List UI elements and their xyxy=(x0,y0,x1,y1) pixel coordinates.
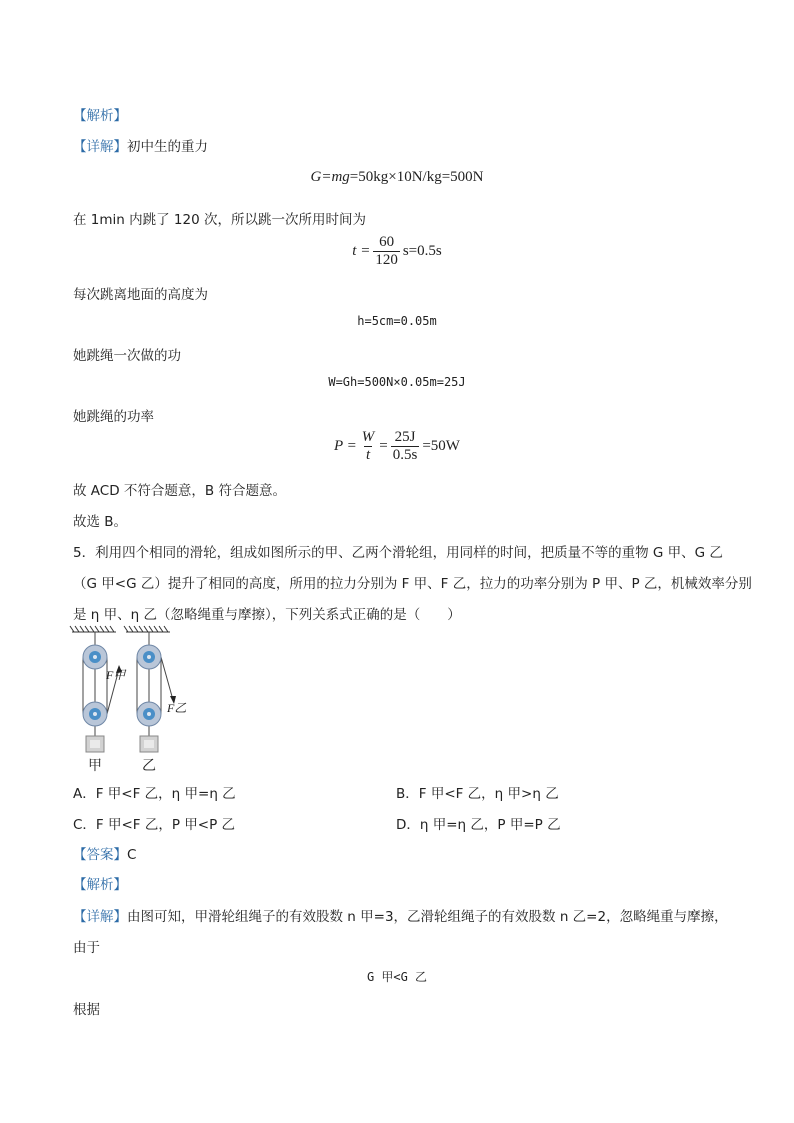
equation-height: h=5cm=0.05m xyxy=(357,314,437,328)
equation-g-compare: G 甲<G 乙 xyxy=(366,970,428,984)
power-den-1: t xyxy=(365,447,371,463)
q5-detail-line-2: 由于 xyxy=(73,940,100,956)
question-5-line-3: 是 η 甲、η 乙（忽略绳重与摩擦），下列关系式正确的是（ ） xyxy=(73,607,461,623)
time-fraction xyxy=(373,234,400,269)
q5-detail-label: 【详解】 xyxy=(73,909,127,925)
power-line: 她跳绳的功率 xyxy=(73,409,154,425)
equation-time xyxy=(0,234,794,269)
yi-force-label: F乙 xyxy=(167,701,187,715)
option-a: A．F 甲<F 乙，η 甲=η 乙 xyxy=(73,786,236,802)
power-num-2: 25J xyxy=(394,429,416,445)
question-5-line-2: （G 甲<G 乙）提升了相同的高度，所用的拉力分别为 F 甲、F 乙，拉力的功率分别为 P 甲、P 乙，机械效率分别 xyxy=(73,576,752,592)
gravity-lhs: G=mg xyxy=(310,169,350,185)
equation-gravity xyxy=(0,169,794,186)
answer-value: C xyxy=(127,847,137,863)
jia-force-label: F甲 xyxy=(106,668,126,682)
option-b: B．F 甲<F 乙，η 甲>η 乙 xyxy=(396,786,559,802)
equation-work: W=Gh=500N×0.05m=25J xyxy=(328,375,466,389)
power-num-1: W xyxy=(361,429,375,445)
pulley-figure xyxy=(66,624,186,774)
time-lhs: t = xyxy=(352,242,371,259)
time-numerator: 60 xyxy=(379,234,395,250)
jia-label: 甲 xyxy=(88,758,102,774)
power-rhs: =50W xyxy=(422,437,460,454)
conclusion-line: 故 ACD 不符合题意，B 符合题意。 xyxy=(73,483,286,499)
option-c: C．F 甲<F 乙，P 甲<P 乙 xyxy=(73,817,236,833)
q5-detail-line-1 xyxy=(73,905,728,925)
power-lhs: P = xyxy=(334,437,357,454)
question-5-line-1: 5．利用四个相同的滑轮，组成如图所示的甲、乙两个滑轮组，用同样的时间，把质量不等的重物 G 甲、G 乙 xyxy=(73,545,723,561)
power-den-2: 0.5s xyxy=(392,447,418,463)
q5-analysis-label: 【解析】 xyxy=(73,877,127,893)
height-line: 每次跳离地面的高度为 xyxy=(73,287,208,303)
basis-line: 根据 xyxy=(73,1002,100,1018)
power-fraction-1 xyxy=(360,429,377,464)
detail-label: 【详解】 xyxy=(73,139,127,155)
jumps-line: 在 1min 内跳了 120 次，所以跳一次所用时间为 xyxy=(73,212,366,228)
q5-detail-text: 由图可知，甲滑轮组绳子的有效股数 n 甲=3，乙滑轮组绳子的有效股数 n 乙=2，忽略绳重与摩擦， xyxy=(127,909,728,925)
detail-text: 初中生的重力 xyxy=(127,139,208,155)
gravity-rhs: =50kg×10N/kg=500N xyxy=(349,169,484,185)
power-fraction-2 xyxy=(391,429,420,464)
work-line: 她跳绳一次做的功 xyxy=(73,348,181,364)
time-denominator: 120 xyxy=(375,252,398,268)
answer-label: 【答案】 xyxy=(73,847,127,863)
analysis-label: 【解析】 xyxy=(73,108,127,124)
option-d: D．η 甲=η 乙，P 甲=P 乙 xyxy=(396,817,561,833)
time-rhs: s=0.5s xyxy=(402,242,442,259)
answer-line xyxy=(73,843,136,863)
choice-line: 故选 B。 xyxy=(73,514,128,530)
power-equals: = xyxy=(379,437,388,454)
yi-label: 乙 xyxy=(142,758,156,774)
equation-power xyxy=(0,429,794,464)
detail-line xyxy=(73,135,208,155)
